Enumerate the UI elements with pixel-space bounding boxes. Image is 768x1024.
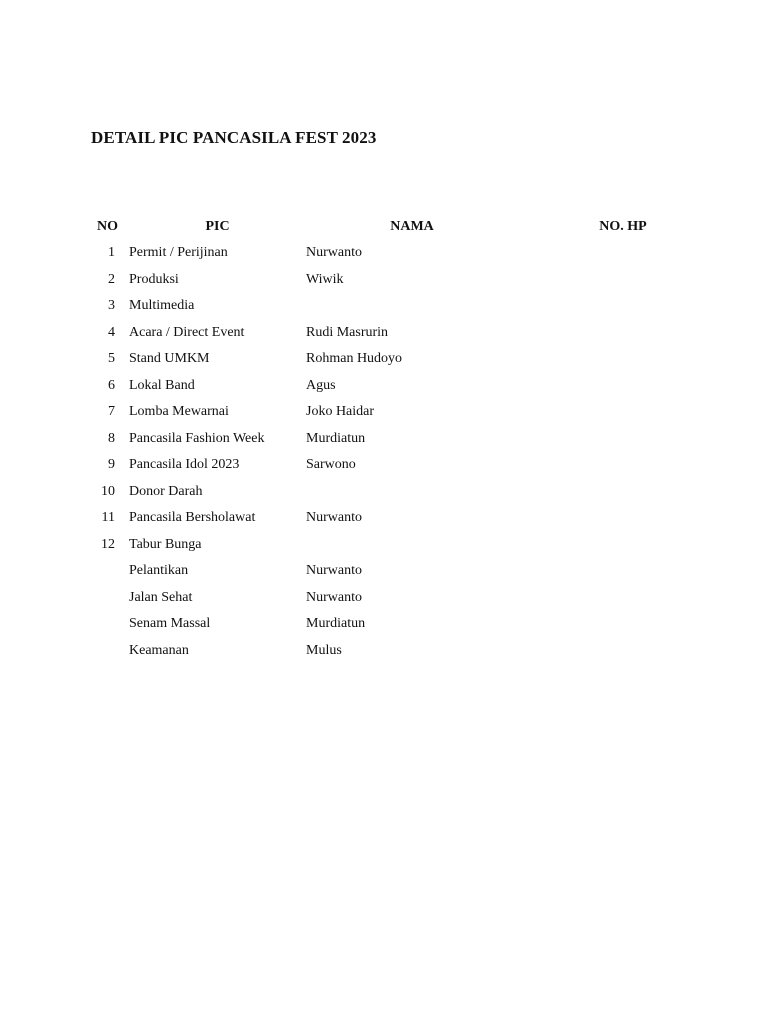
cell-hp xyxy=(518,558,728,585)
cell-nama: Rohman Hudoyo xyxy=(306,351,403,367)
cell-no xyxy=(86,611,129,638)
cell-nama: Wiwik xyxy=(306,271,344,287)
cell-hp xyxy=(518,585,728,612)
cell-pic: Permit / Perijinan xyxy=(129,245,228,261)
cell-pic: Lokal Band xyxy=(129,377,195,393)
cell-hp xyxy=(518,240,728,267)
table-row xyxy=(86,532,728,559)
cell-no: 9 xyxy=(108,457,115,473)
cell-no: 7 xyxy=(108,404,115,420)
cell-hp xyxy=(518,346,728,373)
header-nama: NAMA xyxy=(390,219,434,234)
cell-no: 8 xyxy=(108,430,115,446)
cell-pic: Pancasila Idol 2023 xyxy=(129,457,240,473)
table-row xyxy=(86,426,728,453)
header-row xyxy=(86,214,728,240)
table-row xyxy=(86,346,728,373)
cell-nama: Nurwanto xyxy=(306,510,362,526)
table-row xyxy=(86,240,728,267)
cell-nama: Joko Haidar xyxy=(306,404,375,420)
cell-nama xyxy=(306,532,518,559)
pic-table xyxy=(86,214,728,664)
cell-pic: Pancasila Bersholawat xyxy=(129,510,256,526)
cell-hp xyxy=(518,373,728,400)
cell-no: 10 xyxy=(101,483,115,499)
table-row xyxy=(86,373,728,400)
table-row xyxy=(86,505,728,532)
cell-pic: Stand UMKM xyxy=(129,351,210,367)
table-row xyxy=(86,611,728,638)
table-row xyxy=(86,320,728,347)
cell-pic: Lomba Mewarnai xyxy=(129,404,229,420)
cell-no: 6 xyxy=(108,377,115,393)
cell-nama: Sarwono xyxy=(306,457,356,473)
cell-no xyxy=(86,585,129,612)
cell-no: 4 xyxy=(108,324,115,340)
table-row xyxy=(86,638,728,665)
table-row xyxy=(86,267,728,294)
document-title: DETAIL PIC PANCASILA FEST 2023 xyxy=(91,128,377,147)
cell-no: 5 xyxy=(108,351,115,367)
table-row xyxy=(86,293,728,320)
cell-nama: Rudi Masrurin xyxy=(306,324,389,340)
cell-nama: Agus xyxy=(306,377,336,393)
cell-no: 12 xyxy=(101,536,115,552)
table-header xyxy=(86,214,728,240)
cell-hp xyxy=(518,399,728,426)
cell-hp xyxy=(518,320,728,347)
cell-hp xyxy=(518,293,728,320)
table-row xyxy=(86,399,728,426)
cell-pic: Tabur Bunga xyxy=(129,536,202,552)
cell-nama: Nurwanto xyxy=(306,245,362,261)
table-row xyxy=(86,479,728,506)
cell-no: 3 xyxy=(108,298,115,314)
table-row xyxy=(86,585,728,612)
header-hp: NO. HP xyxy=(599,219,647,234)
cell-hp xyxy=(518,611,728,638)
cell-pic: Donor Darah xyxy=(129,483,203,499)
cell-nama: Murdiatun xyxy=(306,616,366,632)
header-pic: PIC xyxy=(205,219,230,234)
cell-nama xyxy=(306,293,518,320)
cell-nama: Nurwanto xyxy=(306,589,362,605)
cell-no: 11 xyxy=(101,510,115,526)
cell-no: 1 xyxy=(108,245,115,261)
cell-nama: Mulus xyxy=(306,642,342,658)
header-no: NO xyxy=(97,219,118,234)
cell-no xyxy=(86,558,129,585)
cell-no xyxy=(86,638,129,665)
cell-hp xyxy=(518,532,728,559)
cell-pic: Pelantikan xyxy=(129,563,189,579)
cell-hp xyxy=(518,638,728,665)
cell-hp xyxy=(518,479,728,506)
cell-pic: Keamanan xyxy=(129,642,189,658)
cell-nama: Murdiatun xyxy=(306,430,366,446)
cell-pic: Multimedia xyxy=(129,298,195,314)
table-row xyxy=(86,452,728,479)
cell-hp xyxy=(518,426,728,453)
table-row xyxy=(86,558,728,585)
cell-no: 2 xyxy=(108,271,115,287)
table-body xyxy=(86,240,728,664)
cell-nama: Nurwanto xyxy=(306,563,362,579)
cell-pic: Pancasila Fashion Week xyxy=(129,430,265,446)
cell-hp xyxy=(518,267,728,294)
cell-pic: Jalan Sehat xyxy=(129,589,193,605)
cell-hp xyxy=(518,452,728,479)
cell-nama xyxy=(306,479,518,506)
cell-pic: Produksi xyxy=(129,271,179,287)
cell-pic: Acara / Direct Event xyxy=(129,324,245,340)
cell-pic: Senam Massal xyxy=(129,616,211,632)
cell-hp xyxy=(518,505,728,532)
